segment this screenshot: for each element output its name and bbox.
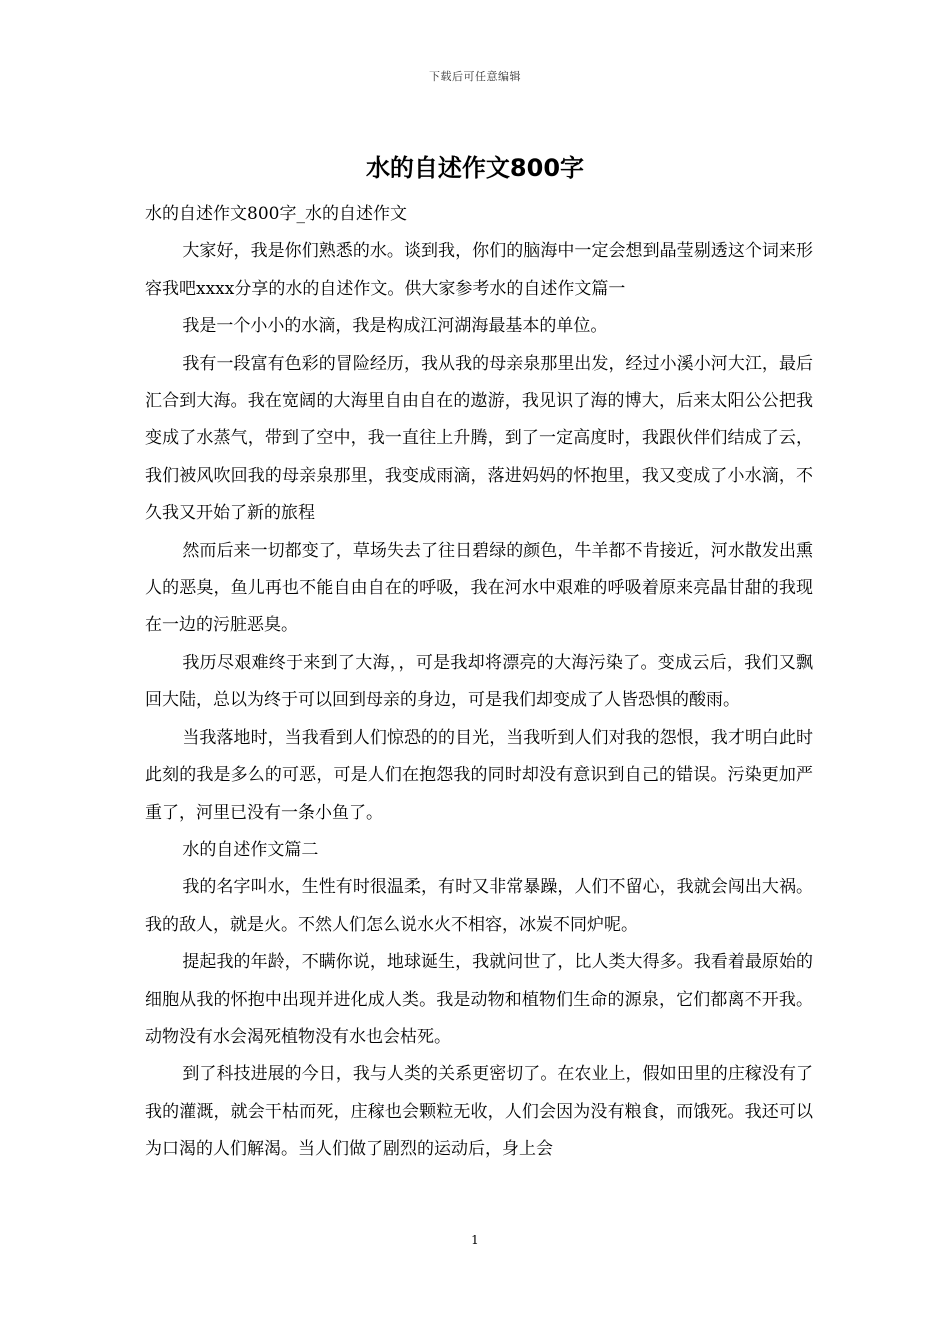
section-heading: 水的自述作文篇二 [182, 839, 319, 860]
page-number: 1 [471, 1233, 479, 1247]
document-title: 水的自述作文800字 [365, 154, 585, 182]
paragraph: 我历尽艰难终于来到了大海，，可是我却将漂亮的大海污染了。变成云后，我们又飘回大陆，总以为终于可以回到母亲的身边，可是我们却变成了人皆恐惧的酸雨。 [145, 652, 813, 711]
paragraph: 大家好，我是你们熟悉的水。谈到我，你们的脑海中一定会想到晶莹剔透这个词来形容我吧xxxx分享的水的自述作文。供大家参考水的自述作文篇一 [145, 241, 813, 299]
document-body [145, 196, 813, 1169]
subtitle-line: 水的自述作文800字_水的自述作文 [145, 204, 407, 224]
paragraph: 到了科技进展的今日，我与人类的关系更密切了。在农业上，假如田里的庄稼没有了我的灌溉，就会干枯而死，庄稼也会颗粒无收，人们会因为没有粮食，而饿死。我还可以为口渴的人们解渴。当人们做了剧烈的运动后，身上会 [145, 1064, 813, 1160]
paragraph: 我有一段富有色彩的冒险经历，我从我的母亲泉那里出发，经过小溪小河大江，最后汇合到大海。我在宽阔的大海里自由自在的遨游，我见识了海的博大，后来太阳公公把我变成了水蒸气，带到了空中，我一直往上升腾，到了一定高度时，我跟伙伴们结成了云，我们被风吹回我的母亲泉那里，我变成雨滴，落进妈妈的怀抱里，我又变成了小水滴，不久我又开始了新的旅程 [145, 353, 813, 524]
paragraph: 当我落地时，当我看到人们惊恐的的目光，当我听到人们对我的怨恨，我才明白此时此刻的我是多么的可恶，可是人们在抱怨我的同时却没有意识到自己的错误。污染更加严重了，河里已没有一条小鱼了。 [145, 727, 813, 823]
paragraph: 提起我的年龄，不瞒你说，地球诞生，我就问世了，比人类大得多。我看着最原始的细胞从我的怀抱中出现并进化成人类。我是动物和植物们生命的源泉，它们都离不开我。动物没有水会渴死植物没有水也会枯死。 [145, 952, 813, 1047]
paragraph: 然而后来一切都变了，草场失去了往日碧绿的颜色，牛羊都不肯接近，河水散发出熏人的恶臭，鱼儿再也不能自由自在的呼吸，我在河水中艰难的呼吸着原来亮晶甘甜的我现在一边的污脏恶臭。 [145, 540, 813, 636]
header-note: 下载后可任意编辑 [429, 70, 521, 83]
paragraph: 我是一个小小的水滴，我是构成江河湖海最基本的单位。 [182, 316, 608, 337]
paragraph: 我的名字叫水，生性有时很温柔，有时又非常暴躁，人们不留心，我就会闯出大祸。我的敌人，就是火。不然人们怎么说水火不相容，冰炭不同炉呢。 [145, 877, 813, 935]
